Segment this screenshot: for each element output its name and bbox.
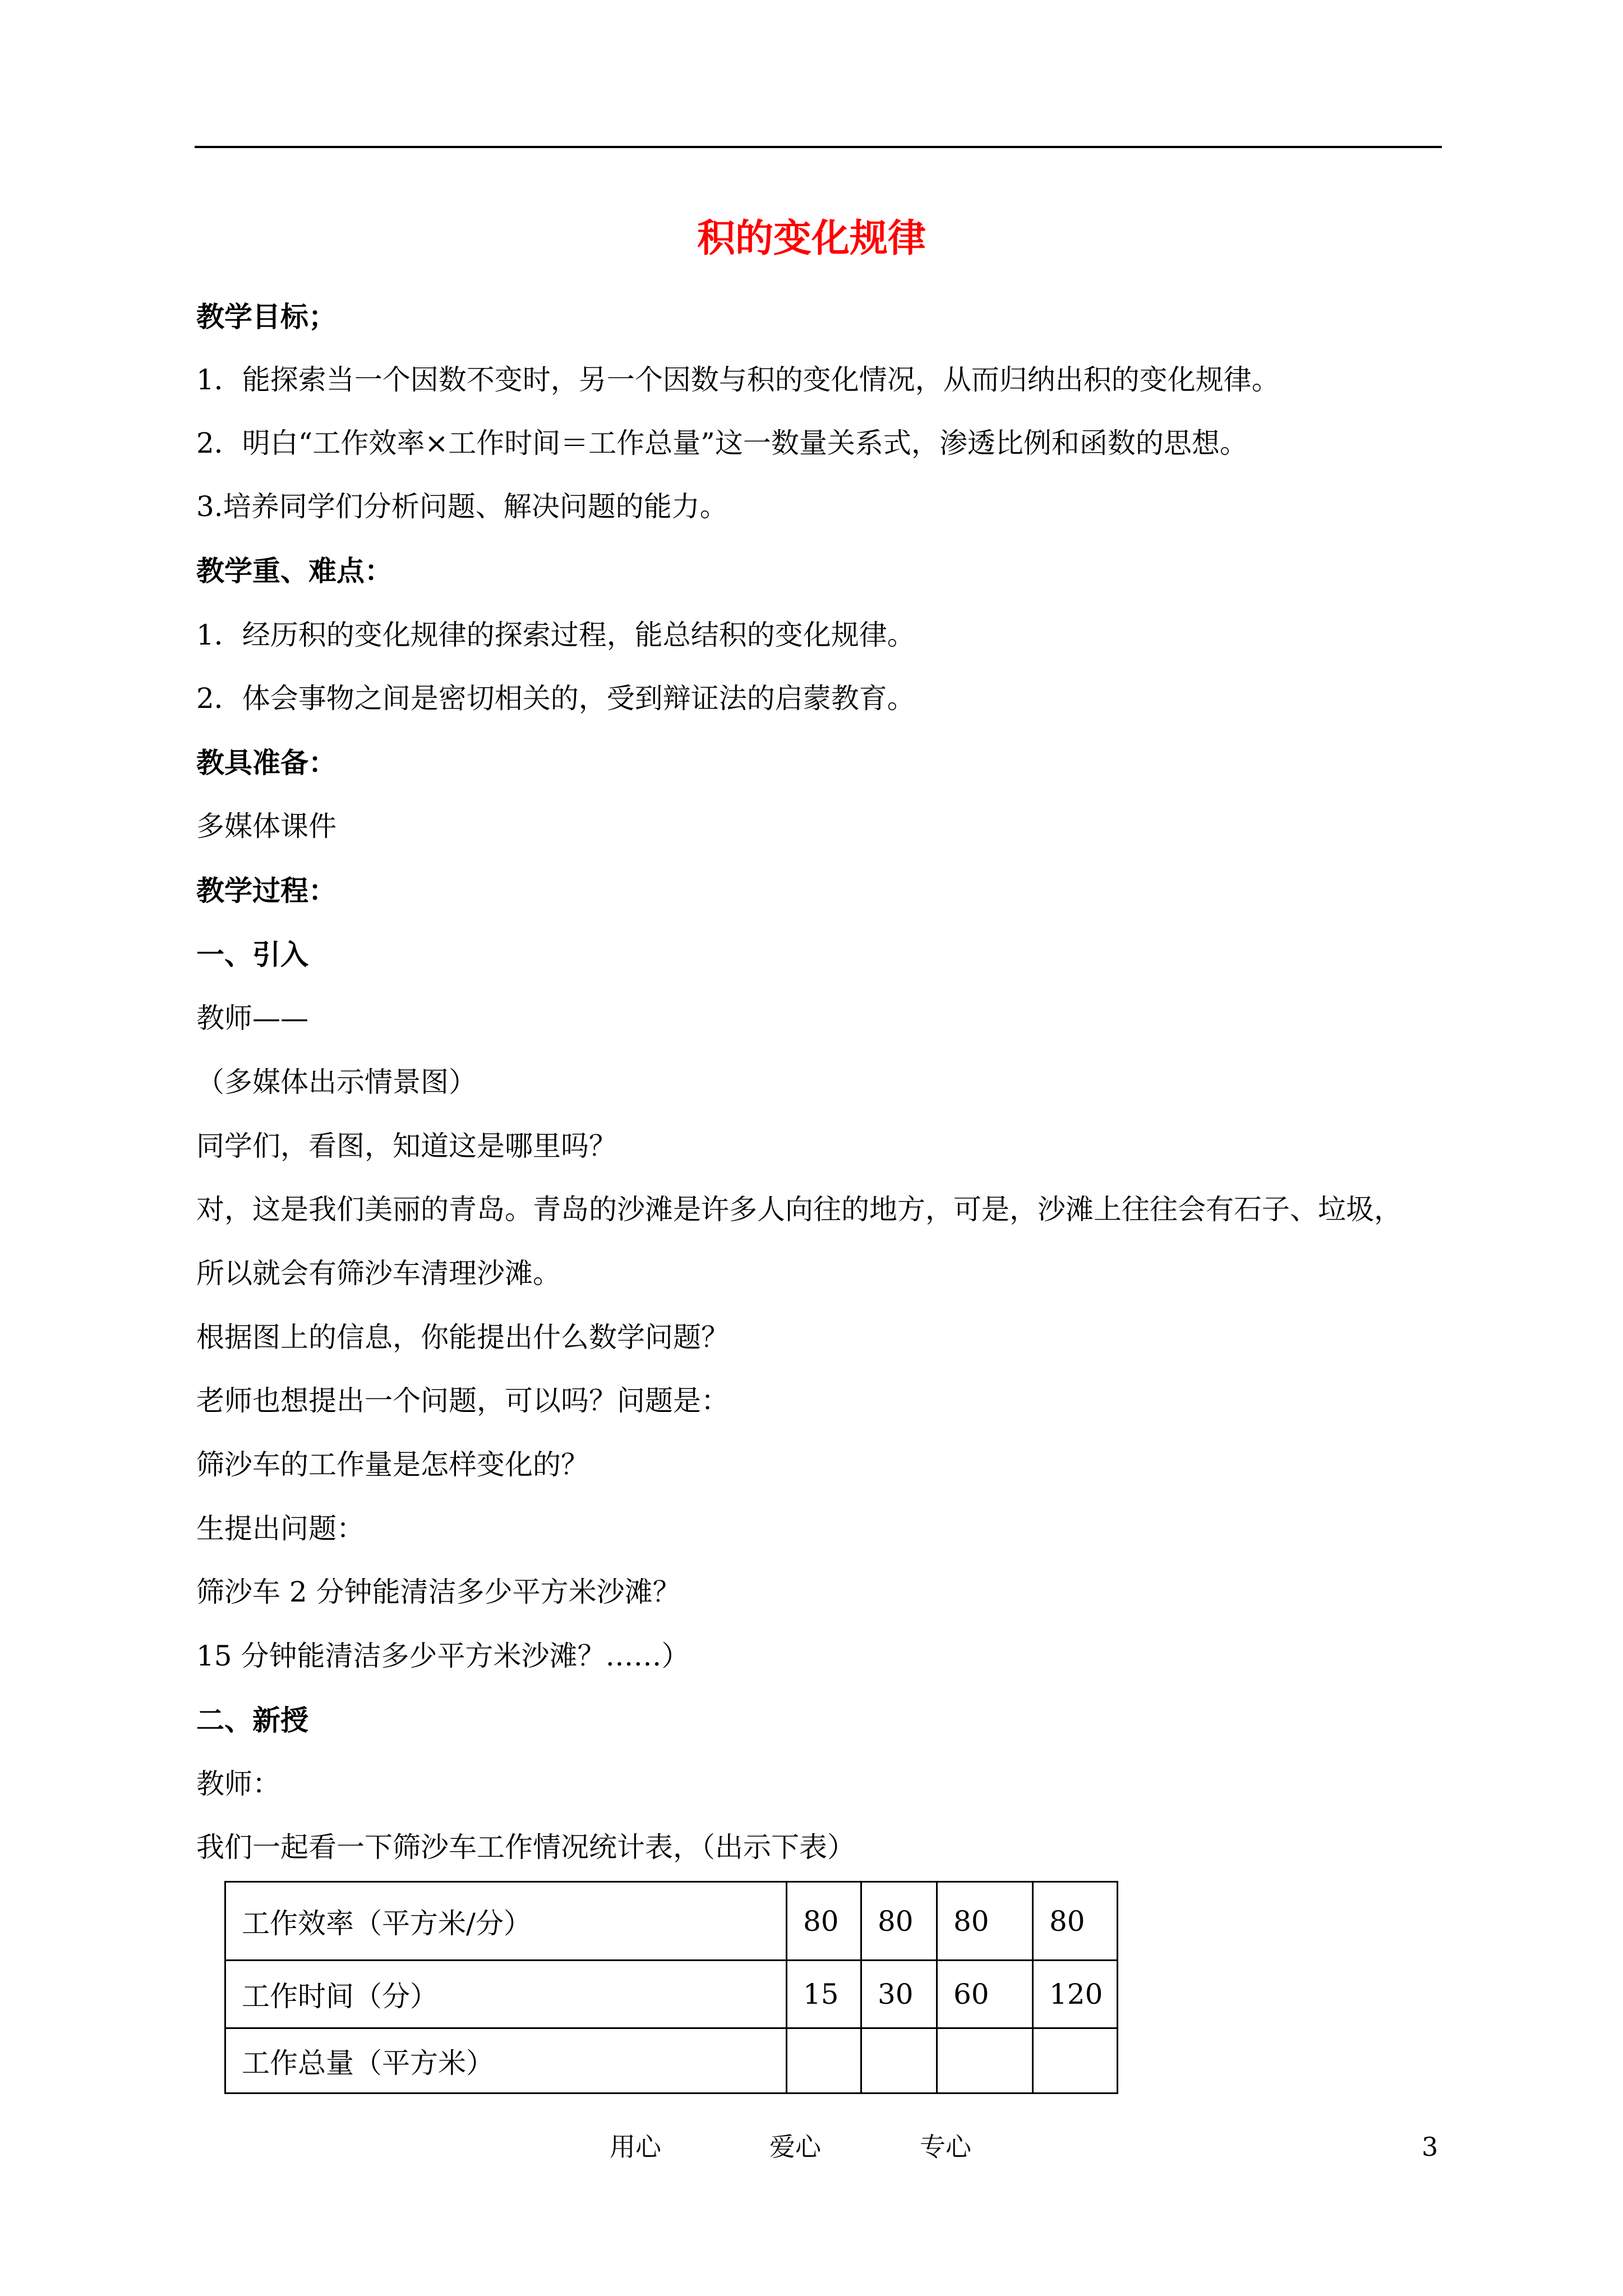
table-cell: 80 xyxy=(937,1882,1033,1961)
document-title: 积的变化规律 xyxy=(697,216,926,261)
footer-word: 爱心 xyxy=(769,2132,821,2162)
row-label: 工作时间（分） xyxy=(225,1961,787,2028)
header-rule xyxy=(195,146,1442,148)
row-label: 工作总量（平方米） xyxy=(225,2028,787,2093)
paragraph-line: （多媒体出示情景图） xyxy=(196,1066,477,1098)
table-row xyxy=(225,2028,1118,2093)
objective-3: 3.培养同学们分析问题、解决问题的能力。 xyxy=(196,490,728,523)
paragraph-line: 老师也想提出一个问题，可以吗？问题是： xyxy=(196,1384,729,1417)
paragraph-line: 根据图上的信息，你能提出什么数学问题？ xyxy=(196,1321,729,1354)
table-cell: 15 xyxy=(787,1961,861,2028)
objective-1: 1．能探索当一个因数不变时，另一个因数与积的变化情况，从而归纳出积的变化规律。 xyxy=(196,364,1280,396)
table-row xyxy=(225,1961,1118,2028)
table-cell: 60 xyxy=(937,1961,1033,2028)
paragraph-line: 教师—— xyxy=(196,1002,308,1034)
table-cell xyxy=(937,2028,1033,2093)
row-label: 工作效率（平方米/分） xyxy=(225,1882,787,1961)
table-cell: 30 xyxy=(861,1961,937,2028)
key-point-1: 1．经历积的变化规律的探索过程，能总结积的变化规律。 xyxy=(196,619,915,651)
work-statistics-table xyxy=(224,1881,1118,2094)
paragraph-line: 所以就会有筛沙车清理沙滩。 xyxy=(196,1257,561,1290)
paragraph-line: 教师： xyxy=(196,1768,280,1800)
heading-process: 教学过程： xyxy=(196,874,336,907)
objective-2: 2．明白“工作效率×工作时间＝工作总量”这一数量关系式，渗透比例和函数的思想。 xyxy=(196,427,1248,459)
paragraph-line: 筛沙车 2 分钟能清洁多少平方米沙滩？ xyxy=(196,1576,681,1608)
table-cell: 80 xyxy=(787,1882,861,1961)
paragraph-line: 同学们，看图，知道这是哪里吗？ xyxy=(196,1130,617,1162)
paragraph-line: 对，这是我们美丽的青岛。青岛的沙滩是许多人向往的地方，可是，沙滩上往往会有石子、垃圾， xyxy=(196,1193,1402,1226)
materials-text: 多媒体课件 xyxy=(196,810,336,843)
heading-objectives: 教学目标； xyxy=(196,300,336,333)
footer-word: 用心 xyxy=(610,2132,661,2162)
table-cell xyxy=(1033,2028,1118,2093)
paragraph-line: 筛沙车的工作量是怎样变化的？ xyxy=(196,1448,589,1481)
paragraph-line: 15 分钟能清洁多少平方米沙滩？……） xyxy=(196,1640,690,1672)
table-cell: 120 xyxy=(1033,1961,1118,2028)
table-cell xyxy=(861,2028,937,2093)
table-cell xyxy=(787,2028,861,2093)
table-cell: 80 xyxy=(1033,1882,1118,1961)
section-intro-heading: 一、引入 xyxy=(196,938,308,971)
key-point-2: 2．体会事物之间是密切相关的，受到辩证法的启蒙教育。 xyxy=(196,682,915,715)
heading-key-points: 教学重、难点： xyxy=(196,554,393,587)
page-number: 3 xyxy=(1422,2132,1438,2162)
paragraph-line: 我们一起看一下筛沙车工作情况统计表，（出示下表） xyxy=(196,1831,855,1864)
footer-word: 专心 xyxy=(920,2132,971,2162)
table-row xyxy=(225,1882,1118,1961)
heading-materials: 教具准备： xyxy=(196,746,336,779)
paragraph-line: 生提出问题： xyxy=(196,1512,365,1545)
table-cell: 80 xyxy=(861,1882,937,1961)
section-new-heading: 二、新授 xyxy=(196,1704,308,1737)
